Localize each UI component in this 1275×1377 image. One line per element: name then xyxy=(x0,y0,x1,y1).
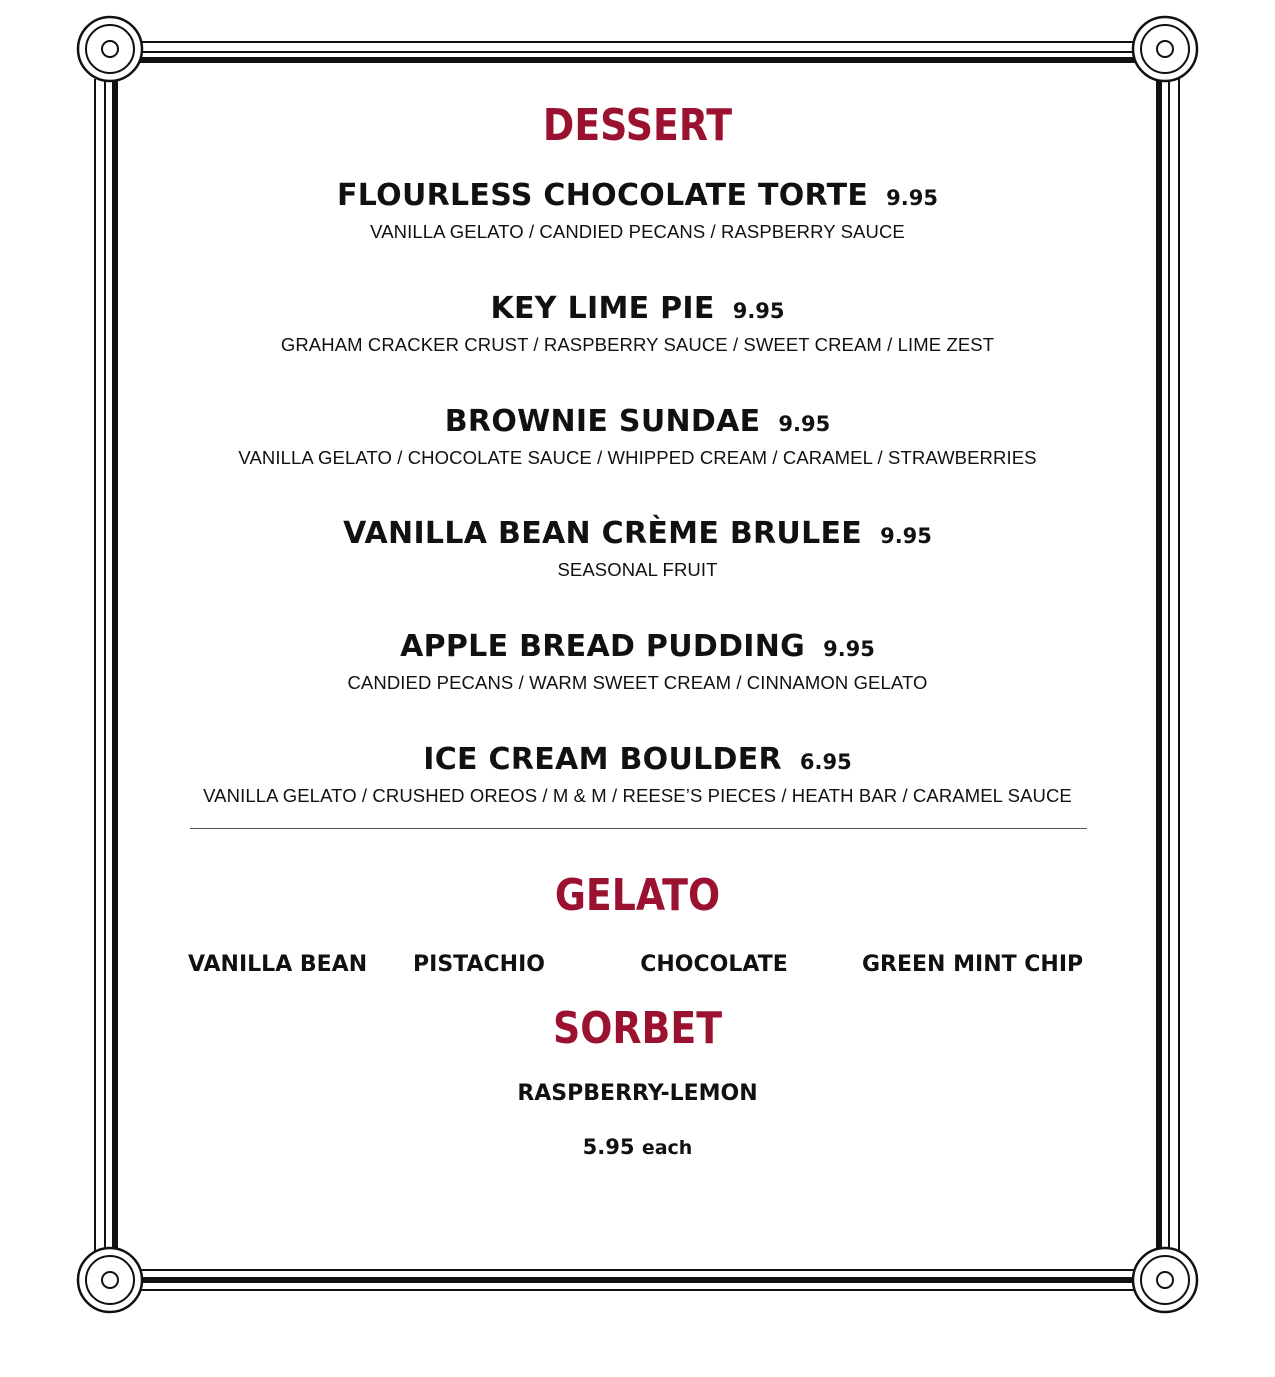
dessert-item-description: VANILLA GELATO / CANDIED PECANS / RASPBERRY SAUCE xyxy=(370,221,905,242)
dessert-item-name: VANILLA BEAN CRÈME BRULEE xyxy=(343,516,863,551)
dessert-item-head xyxy=(150,178,1125,216)
dessert-item-price: 9.95 xyxy=(732,299,785,323)
dessert-item-description: VANILLA GELATO / CHOCOLATE SAUCE / WHIPPED CREAM / CARAMEL / STRAWBERRIES xyxy=(238,447,1037,468)
corner-ornament-top-left xyxy=(78,17,142,81)
dessert-item-description: SEASONAL FRUIT xyxy=(557,559,718,580)
dessert-item-description: VANILLA GELATO / CRUSHED OREOS / M & M / REESE’S PIECES / HEATH BAR / CARAMEL SAUCE xyxy=(203,785,1072,806)
dessert-item xyxy=(150,291,1125,357)
dessert-item-price: 9.95 xyxy=(880,524,932,548)
dessert-item-name: APPLE BREAD PUDDING xyxy=(400,629,806,664)
dessert-item-name: ICE CREAM BOULDER xyxy=(423,742,782,777)
dessert-item-head xyxy=(150,291,1125,329)
gelato-flavor: VANILLA BEAN xyxy=(188,952,368,977)
dessert-item-price: 9.95 xyxy=(886,186,938,210)
price-note-suffix: each xyxy=(641,1137,693,1159)
section-divider xyxy=(190,828,1087,829)
dessert-item xyxy=(150,629,1125,695)
dessert-item-head xyxy=(150,516,1125,554)
dessert-item xyxy=(150,178,1125,244)
dessert-item-price: 6.95 xyxy=(799,750,852,774)
corner-ornament-bottom-right xyxy=(1133,1248,1197,1312)
gelato-flavor: CHOCOLATE xyxy=(640,952,788,977)
gelato-flavor: PISTACHIO xyxy=(413,952,545,977)
dessert-item-name: FLOURLESS CHOCOLATE TORTE xyxy=(337,178,869,213)
sorbet-flavor: RASPBERRY-LEMON xyxy=(517,1081,758,1106)
dessert-item-description: CANDIED PECANS / WARM SWEET CREAM / CINNAMON GELATO xyxy=(347,672,928,693)
gelato-heading: GELATO xyxy=(554,870,721,921)
corner-ornament-bottom-left xyxy=(78,1248,142,1312)
sorbet-heading: SORBET xyxy=(552,1003,723,1054)
dessert-item xyxy=(150,516,1125,582)
dessert-item-head xyxy=(150,742,1125,780)
gelato-flavor: GREEN MINT CHIP xyxy=(862,952,1084,977)
dessert-item-head xyxy=(150,404,1125,442)
dessert-item-name: BROWNIE SUNDAE xyxy=(444,404,761,439)
menu-page xyxy=(150,0,1125,1377)
dessert-item xyxy=(150,404,1125,470)
dessert-item-name: KEY LIME PIE xyxy=(490,291,715,326)
dessert-item xyxy=(150,742,1125,808)
dessert-item-head xyxy=(150,629,1125,667)
corner-ornament-top-right xyxy=(1133,17,1197,81)
dessert-heading: DESSERT xyxy=(542,100,733,151)
dessert-item-description: GRAHAM CRACKER CRUST / RASPBERRY SAUCE / SWEET CREAM / LIME ZEST xyxy=(280,334,995,355)
price-note-amount: 5.95 xyxy=(582,1135,635,1159)
dessert-item-price: 9.95 xyxy=(778,412,831,436)
price-note xyxy=(150,1135,1125,1159)
dessert-item-price: 9.95 xyxy=(823,637,875,661)
